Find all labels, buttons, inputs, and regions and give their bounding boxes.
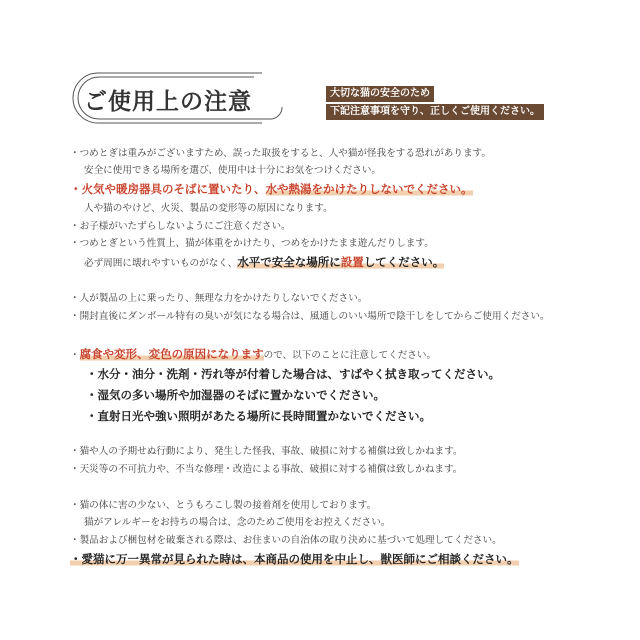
note-subitem: ・水分・油分・洗剤・汚れ等が付着した場合は、すばやく拭き取ってください。 (86, 367, 500, 381)
note-item: ・猫や人の予期せぬ行動により、発生した怪我、事故、破損に対する補償は致しかねます。 (70, 446, 463, 457)
note-item: ・お子様がいたずらしないようにご注意ください。 (70, 221, 291, 232)
note-text-highlight: 腐食や変形、変色の原因になります (79, 347, 264, 361)
note-item-emphasis (70, 552, 519, 566)
note-text-bold: してください。 (363, 255, 445, 269)
note-item: ・つめとぎは重みがございますため、誤った取扱をすると、人や猫が怪我をする恐れがあります。 (70, 148, 491, 159)
note-text-highlight: ・愛猫に万一異常が見られた時は、本商品の使用を中止し、獣医師にご相談ください。 (70, 552, 519, 566)
note-text-highlight (237, 255, 444, 269)
note-item: ・猫の体に害の少ない、とうもろこし製の接着剤を使用しております。 (70, 500, 377, 511)
note-text: 必ず周囲に壊れやすいものがなく、 (84, 258, 238, 269)
note-item-emphasis (84, 255, 444, 271)
note-item: ・つめとぎという性質上、猫が体重をかけたり、つめをかけたまま遊んだりします。 (70, 238, 434, 249)
note-text: ので、以下のことに注意してください。 (263, 350, 437, 361)
note-bullet: ・ (70, 350, 80, 361)
note-item: ・天災等の不可抗力や、不当な修理・改造による事故、破損に対する補償は致しかねます。 (70, 464, 463, 475)
safety-tag-line-1: 大切な猫の安全のため (326, 86, 434, 102)
page-title: ご使用上の注意 (84, 89, 252, 115)
note-subitem: ・湿気の多い場所や加湿器のそばに置かないでください。 (86, 388, 385, 402)
note-item-emphasis (70, 347, 436, 363)
note-item-emphasis (70, 182, 473, 196)
note-item: ・開封直後にダンボール特有の臭いが気になる場合は、風通しのいい場所で陰干しをしてからご使用ください。 (70, 311, 550, 322)
safety-tag-line-2: 下記注意事項を守り、正しくご使用ください。 (326, 104, 544, 120)
note-text-highlight: 水や熱湯をかけたりしないでください。 (265, 182, 473, 196)
section-title-box (72, 70, 290, 126)
note-item: 猫がアレルギーをお持ちの場合は、念のためご使用をお控えください。 (84, 517, 391, 528)
note-text-bold: 水平で安全な場所に (237, 255, 341, 269)
note-text-red: 設置 (340, 255, 364, 269)
note-subitem: ・直射日光や強い照明があたる場所に長時間置かないでください。 (86, 409, 431, 423)
note-item: ・製品および梱包材を破棄される際は、お住まいの自治体の取り決めに基づいて処理してください。 (70, 535, 502, 546)
note-item: 人や猫のやけど、火災、製品の変形等の原因になります。 (84, 203, 333, 214)
note-item: ・人が製品の上に乗ったり、無理な力をかけたりしないでください。 (70, 293, 368, 304)
note-text-red: ・火気や暖房器具のそばに置いたり、 (70, 182, 266, 196)
note-item: 安全に使用できる場所を選び、使用中は十分にお気をつけください。 (84, 165, 382, 176)
